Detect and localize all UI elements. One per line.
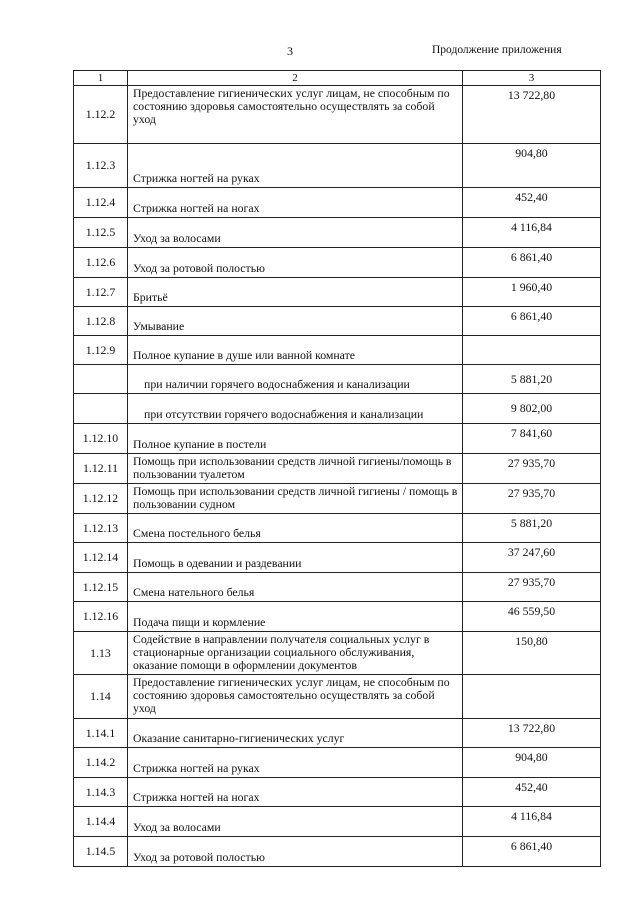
row-number: 1.12.3 [74, 144, 128, 188]
table-row [74, 837, 601, 867]
service-name: Уход за волосами [128, 218, 463, 248]
row-number: 1.14.1 [74, 719, 128, 748]
table-row [74, 573, 601, 602]
table-row [74, 218, 601, 248]
service-price: 5 881,20 [463, 514, 601, 543]
service-price: 27 935,70 [463, 484, 601, 514]
service-price: 7 841,60 [463, 424, 601, 454]
service-name: Полное купание в душе или ванной комнате [128, 336, 463, 365]
row-number: 1.14.3 [74, 778, 128, 807]
row-number: 1.12.8 [74, 307, 128, 336]
row-number: 1.12.5 [74, 218, 128, 248]
table-row [74, 778, 601, 807]
table-row [74, 454, 601, 484]
table-row [74, 719, 601, 748]
table-row [74, 307, 601, 336]
table-row [74, 514, 601, 543]
service-price: 452,40 [463, 778, 601, 807]
row-number: 1.12.7 [74, 278, 128, 307]
service-price: 27 935,70 [463, 573, 601, 602]
service-name: при наличии горячего водоснабжения и канализации [128, 365, 463, 394]
service-price: 904,80 [463, 748, 601, 778]
service-price: 904,80 [463, 144, 601, 188]
row-number: 1.12.4 [74, 188, 128, 218]
service-name: Помощь в одевании и раздевании [128, 543, 463, 573]
table-row [74, 602, 601, 632]
service-name: Помощь при использовании средств личной гигиены / помощь в пользовании судном [128, 484, 463, 514]
service-name: Содействие в направлении получателя социальных услуг в стационарные организации социального обслуживания, оказание помощи в оформлении документов [128, 632, 463, 675]
service-price: 13 722,80 [463, 86, 601, 144]
service-price: 6 861,40 [463, 248, 601, 278]
table-row [74, 336, 601, 365]
service-name: Полное купание в постели [128, 424, 463, 454]
table-row [74, 632, 601, 675]
row-number: 1.12.11 [74, 454, 128, 484]
service-name: Уход за волосами [128, 807, 463, 837]
row-number: 1.12.2 [74, 86, 128, 144]
row-number: 1.12.9 [74, 336, 128, 365]
row-number: 1.12.16 [74, 602, 128, 632]
table-row [74, 424, 601, 454]
table-row [74, 484, 601, 514]
table-row [74, 365, 601, 394]
column-header: 2 [128, 71, 463, 86]
service-name: при отсутствии горячего водоснабжения и канализации [128, 394, 463, 424]
table-row [74, 278, 601, 307]
service-price: 150,80 [463, 632, 601, 675]
service-name: Стрижка ногтей на руках [128, 144, 463, 188]
page-number: 3 [287, 44, 293, 58]
service-price: 452,40 [463, 188, 601, 218]
service-price: 4 116,84 [463, 807, 601, 837]
row-number: 1.14 [74, 675, 128, 719]
service-price: 4 116,84 [463, 218, 601, 248]
service-price: 1 960,40 [463, 278, 601, 307]
service-name: Уход за ротовой полостью [128, 248, 463, 278]
column-header: 1 [74, 71, 128, 86]
service-name: Помощь при использовании средств личной гигиены/помощь в пользовании туалетом [128, 454, 463, 484]
column-header: 3 [463, 71, 601, 86]
service-price: 9 802,00 [463, 394, 601, 424]
service-price: 6 861,40 [463, 837, 601, 867]
service-price: 5 881,20 [463, 365, 601, 394]
table-row [74, 748, 601, 778]
table-row [74, 144, 601, 188]
table-row [74, 248, 601, 278]
table-row [74, 543, 601, 573]
service-name: Смена нательного белья [128, 573, 463, 602]
table-row [74, 807, 601, 837]
service-price: 27 935,70 [463, 454, 601, 484]
page-caption: Продолжение приложения [432, 44, 562, 56]
service-price [463, 336, 601, 365]
table-row [74, 86, 601, 144]
table-row [74, 188, 601, 218]
service-price [463, 675, 601, 719]
service-name: Стрижка ногтей на ногах [128, 778, 463, 807]
service-price: 13 722,80 [463, 719, 601, 748]
row-number: 1.14.5 [74, 837, 128, 867]
service-name: Предоставление гигиенических услуг лицам, не способным по состоянию здоровья самостоятельно осуществлять за собой уход [128, 675, 463, 719]
service-price: 37 247,60 [463, 543, 601, 573]
service-name: Стрижка ногтей на ногах [128, 188, 463, 218]
table-row [74, 675, 601, 719]
row-number: 1.14.4 [74, 807, 128, 837]
service-name: Смена постельного белья [128, 514, 463, 543]
column-header-row [74, 71, 601, 86]
service-name: Уход за ротовой полостью [128, 837, 463, 867]
service-name: Подача пищи и кормление [128, 602, 463, 632]
service-name: Бритьё [128, 278, 463, 307]
row-number: 1.12.13 [74, 514, 128, 543]
service-name: Предоставление гигиенических услуг лицам, не способным по состоянию здоровья самостоятельно осуществлять за собой уход [128, 86, 463, 144]
service-name: Стрижка ногтей на руках [128, 748, 463, 778]
service-price: 46 559,50 [463, 602, 601, 632]
service-name: Оказание санитарно-гигиенических услуг [128, 719, 463, 748]
table-row [74, 394, 601, 424]
row-number: 1.12.14 [74, 543, 128, 573]
row-number: 1.12.6 [74, 248, 128, 278]
service-name: Умывание [128, 307, 463, 336]
row-number: 1.13 [74, 632, 128, 675]
price-table [73, 70, 601, 867]
row-number: 1.12.15 [74, 573, 128, 602]
service-price: 6 861,40 [463, 307, 601, 336]
row-number: 1.12.10 [74, 424, 128, 454]
row-number [74, 394, 128, 424]
row-number: 1.14.2 [74, 748, 128, 778]
row-number: 1.12.12 [74, 484, 128, 514]
row-number [74, 365, 128, 394]
